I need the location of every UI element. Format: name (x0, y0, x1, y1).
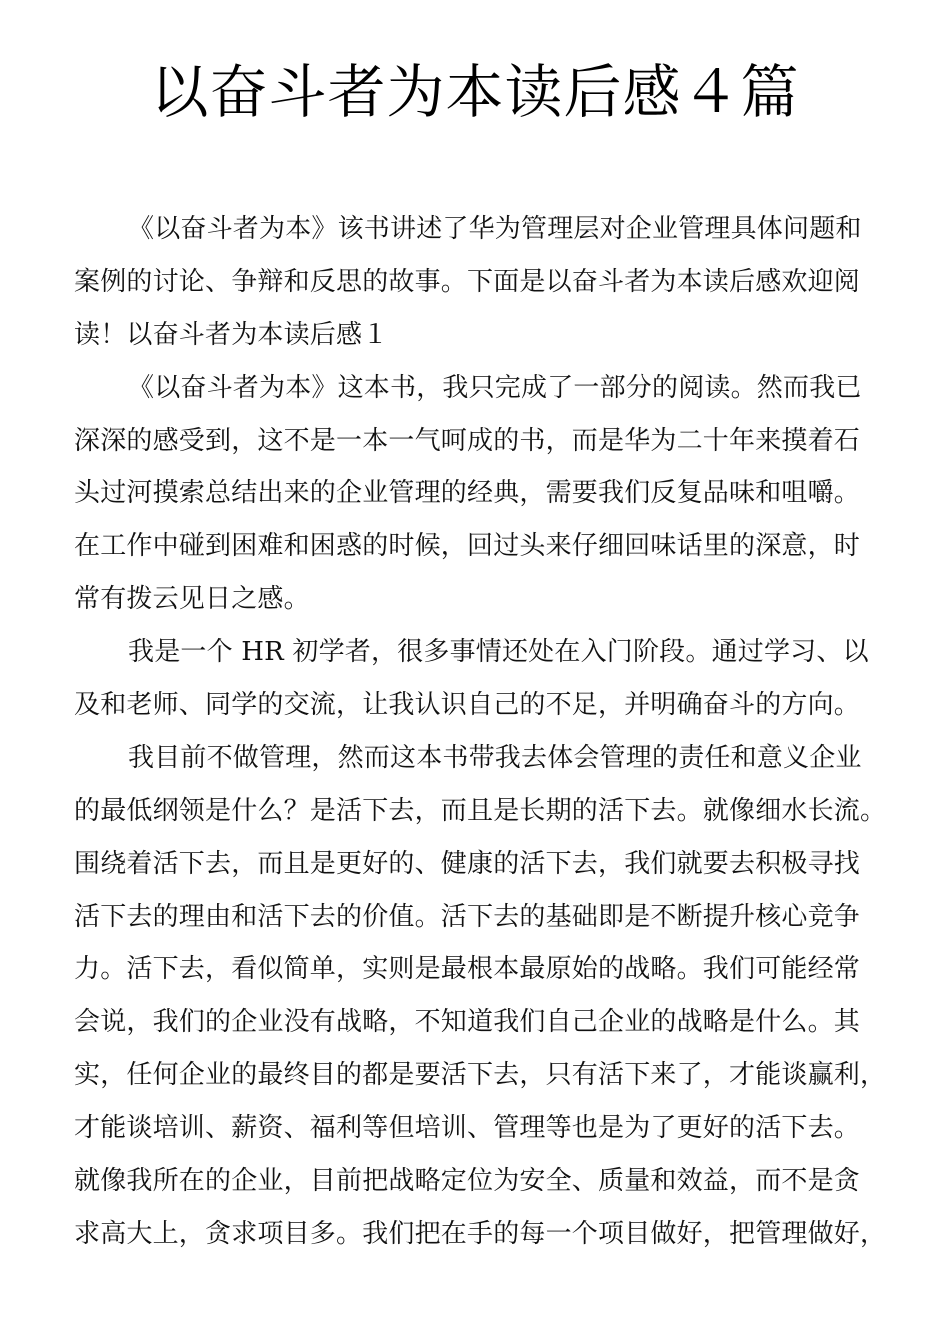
text-line: 头过河摸索总结出来的企业管理的经典，需要我们反复品味和咀嚼。 (74, 478, 861, 509)
text-line: 就像我所在的企业，目前把战略定位为安全、质量和效益，而不是贪 (74, 1166, 861, 1197)
text-line: 案例的讨论、争辩和反思的故事。下面是以奋斗者为本读后感欢迎阅 (74, 266, 861, 297)
document-title: 以奋斗者为本读后感４篇 (150, 58, 800, 126)
text-line: 读！以奋斗者为本读后感１ (74, 319, 389, 350)
text-line: 才能谈培训、薪资、福利等但培训、管理等也是为了更好的活下去。 (74, 1113, 861, 1144)
text-line: 力。活下去，看似简单，实则是最根本最原始的战略。我们可能经常 (74, 954, 861, 985)
text-line: 我是一个 HR 初学者，很多事情还处在入门阶段。通过学习、以 (128, 637, 869, 668)
text-line: 《以奋斗者为本》该书讲述了华为管理层对企业管理具体问题和 (128, 214, 862, 244)
text-line: 求高大上，贪求项目多。我们把在手的每一个项目做好，把管理做好， (74, 1218, 887, 1249)
text-line: 在工作中碰到困难和困惑的时候，回过头来仔细回味话里的深意，时 (74, 531, 861, 562)
text-line: 围绕着活下去，而且是更好的、健康的活下去，我们就要去积极寻找 (74, 848, 861, 879)
text-line: 深深的感受到，这不是一本一气呵成的书，而是华为二十年来摸着石 (74, 425, 861, 456)
text-line: 我目前不做管理，然而这本书带我去体会管理的责任和意义企业 (128, 742, 862, 773)
text-line: 会说，我们的企业没有战略，不知道我们自己企业的战略是什么。其 (74, 1007, 861, 1038)
text-line: 实，任何企业的最终目的都是要活下去，只有活下来了，才能谈赢利， (74, 1060, 887, 1091)
text-line: 的最低纲领是什么？是活下去，而且是长期的活下去。就像细水长流。 (74, 795, 887, 826)
text-line: 及和老师、同学的交流，让我认识自己的不足，并明确奋斗的方向。 (74, 690, 861, 721)
text-line: 常有拨云见日之感。 (74, 584, 310, 615)
document-body (74, 203, 894, 1261)
text-line: 活下去的理由和活下去的价值。活下去的基础即是不断提升核心竞争 (74, 901, 861, 932)
text-line: 《以奋斗者为本》这本书，我只完成了一部分的阅读。然而我已 (128, 372, 862, 403)
